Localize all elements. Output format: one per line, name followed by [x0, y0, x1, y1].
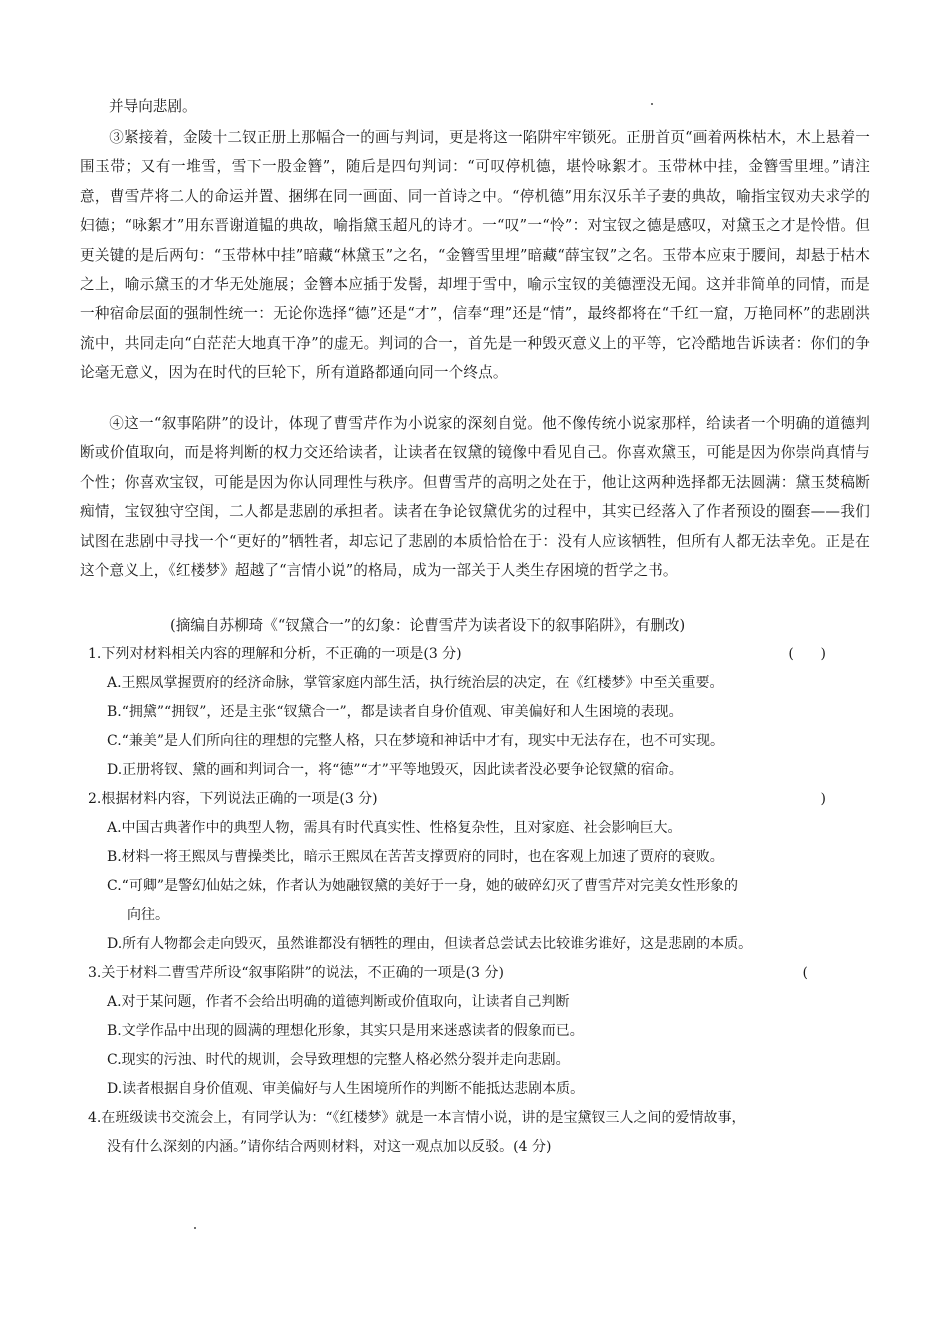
question-4	[88, 1104, 878, 1133]
question-4-stem: 4.在班级读书交流会上，有同学认为：“《红楼梦》就是一本言情小说，讲的是宝黛钗三人之间的爱情故事，	[88, 1110, 746, 1126]
question-2-answer-paren: )	[820, 791, 826, 807]
question-2-option-d: D.所有人物都会走向毁灭，虽然谁都没有牺牲的理由，但读者总尝试去比较谁劣谁好，这是悲剧的本质。	[107, 936, 753, 952]
question-3	[88, 959, 878, 988]
question-1-option-b: B.“拥黛”“拥钗”，还是主张“钗黛合一”，都是读者自身价值观、审美偏好和人生困境的表现。	[107, 704, 683, 720]
question-3-option-a: A.对于某问题，作者不会给出明确的道德判断或价值取向，让读者自己判断	[107, 994, 570, 1010]
passage-first-line: 并导向悲剧。	[109, 98, 197, 115]
question-2-option-c-continued: 向往。	[127, 907, 169, 923]
scan-speck	[194, 1227, 196, 1229]
passage-paragraph-4	[80, 409, 870, 585]
paragraph-4-text: ④这一“叙事陷阱”的设计，体现了曹雪芹作为小说家的深刻自觉。他不像传统小说家那样，给读者一个明确的道德判断或价值取向，而是将判断的权力交还给读者，让读者在钗黛的镜像中看见自己。你喜欢黛玉，可能是因为你崇尚真情与个性；你喜欢宝钗，可能是因为你认同理性与秩序。但曹雪芹的高明之处在于，他让这两种选择都无法圆满：黛玉焚稿断痴情，宝钗独守空闺，二人都是悲剧的承担者。读者在争论钗黛优劣的过程中，其实已经落入了作者预设的圈套——我们试图在悲剧中寻找一个“更好的”牺牲者，却忘记了悲剧的本质恰恰在于：没有人应该牺牲，但所有人都无法幸免。正是在这个意义上，《红楼梦》超越了“言情小说”的格局，成为一部关于人类生存困境的哲学之书。	[80, 415, 870, 580]
question-2-option-b: B.材料一将王熙凤与曹操类比，暗示王熙凤在苦苦支撑贾府的同时，也在客观上加速了贾府的衰败。	[107, 849, 724, 865]
question-4-stem-continued: 没有什么深刻的内涵。”请你结合两则材料，对这一观点加以反驳。(4 分)	[107, 1139, 552, 1155]
question-1-option-a: A.王熙凤掌握贾府的经济命脉，掌管家庭内部生活，执行统治层的决定，在《红楼梦》中至关重要。	[107, 675, 724, 691]
paragraph-3-text: ③紧接着，金陵十二钗正册上那幅合一的画与判词，更是将这一陷阱牢牢锁死。正册首页“画着两株枯木，木上悬着一围玉带；又有一堆雪，雪下一股金簪”，随后是四句判词：“可叹停机德，堪怜咏絮才。玉带林中挂，金簪雪里埋。”请注意，曹雪芹将二人的命运并置、捆绑在同一画面、同一首诗之中。“停机德”用东汉乐羊子妻的典故，喻指宝钗劝夫求学的妇德；“咏絮才”用东晋谢道韫的典故，喻指黛玉超凡的诗才。一“叹”一“怜”：对宝钗之德是感叹，对黛玉之才是怜惜。但更关键的是后两句：“玉带林中挂”暗藏“林黛玉”之名，“金簪雪里埋”暗藏“薛宝钗”之名。玉带本应束于腰间，却悬于枯木之上，喻示黛玉的才华无处施展；金簪本应插于发髻，却埋于雪中，喻示宝钗的美德湮没无闻。这并非简单的同情，而是一种宿命层面的强制性统一：无论你选择“德”还是“才”，信奉“理”还是“情”，最终都将在“千红一窟，万艳同杯”的悲剧洪流中，共同走向“白茫茫大地真干净”的虚无。判词的合一，首先是一种毁灭意义上的平等，它冷酷地告诉读者：你们的争论毫无意义，因为在时代的巨轮下，所有道路都通向同一个终点。	[80, 129, 870, 382]
question-3-option-d: D.读者根据自身价值观、审美偏好与人生困境所作的判断不能抵达悲剧本质。	[107, 1081, 585, 1097]
question-1-answer-paren: ( )	[788, 646, 826, 662]
question-2-stem: 2.根据材料内容，下列说法正确的一项是(3 分)	[88, 791, 378, 807]
scan-speck	[651, 103, 653, 105]
question-1-option-c: C.“兼美”是人们所向往的理想的完整人格，只在梦境和神话中才有，现实中无法存在，也不可实现。	[107, 733, 724, 749]
passage-paragraph-3	[80, 123, 870, 388]
question-1	[88, 640, 878, 669]
question-3-answer-paren: (	[802, 965, 808, 981]
question-1-option-d: D.正册将钗、黛的画和判词合一，将“德”“才”平等地毁灭，因此读者没必要争论钗黛的宿命。	[107, 762, 683, 778]
question-3-option-c: C.现实的污浊、时代的规训，会导致理想的完整人格必然分裂并走向悲剧。	[107, 1052, 570, 1068]
question-2-option-a: A.中国古典著作中的典型人物，需具有时代真实性、性格复杂性，且对家庭、社会影响巨大。	[107, 820, 682, 836]
question-2-option-c: C.“可卿”是警幻仙姑之妹，作者认为她融钗黛的美好于一身，她的破碎幻灭了曹雪芹对完美女性形象的	[107, 878, 738, 894]
question-3-option-b: B.文学作品中出现的圆满的理想化形象，其实只是用来迷惑读者的假象而已。	[107, 1023, 584, 1039]
question-2	[88, 785, 878, 814]
source-citation: (摘编自苏柳琦《“钗黛合一”的幻象：论曹雪芹为读者设下的叙事陷阱》，有删改)	[170, 617, 686, 634]
question-1-stem: 1.下列对材料相关内容的理解和分析，不正确的一项是(3 分)	[88, 646, 462, 662]
question-3-stem: 3.关于材料二曹雪芹所设“叙事陷阱”的说法，不正确的一项是(3 分)	[88, 965, 504, 981]
